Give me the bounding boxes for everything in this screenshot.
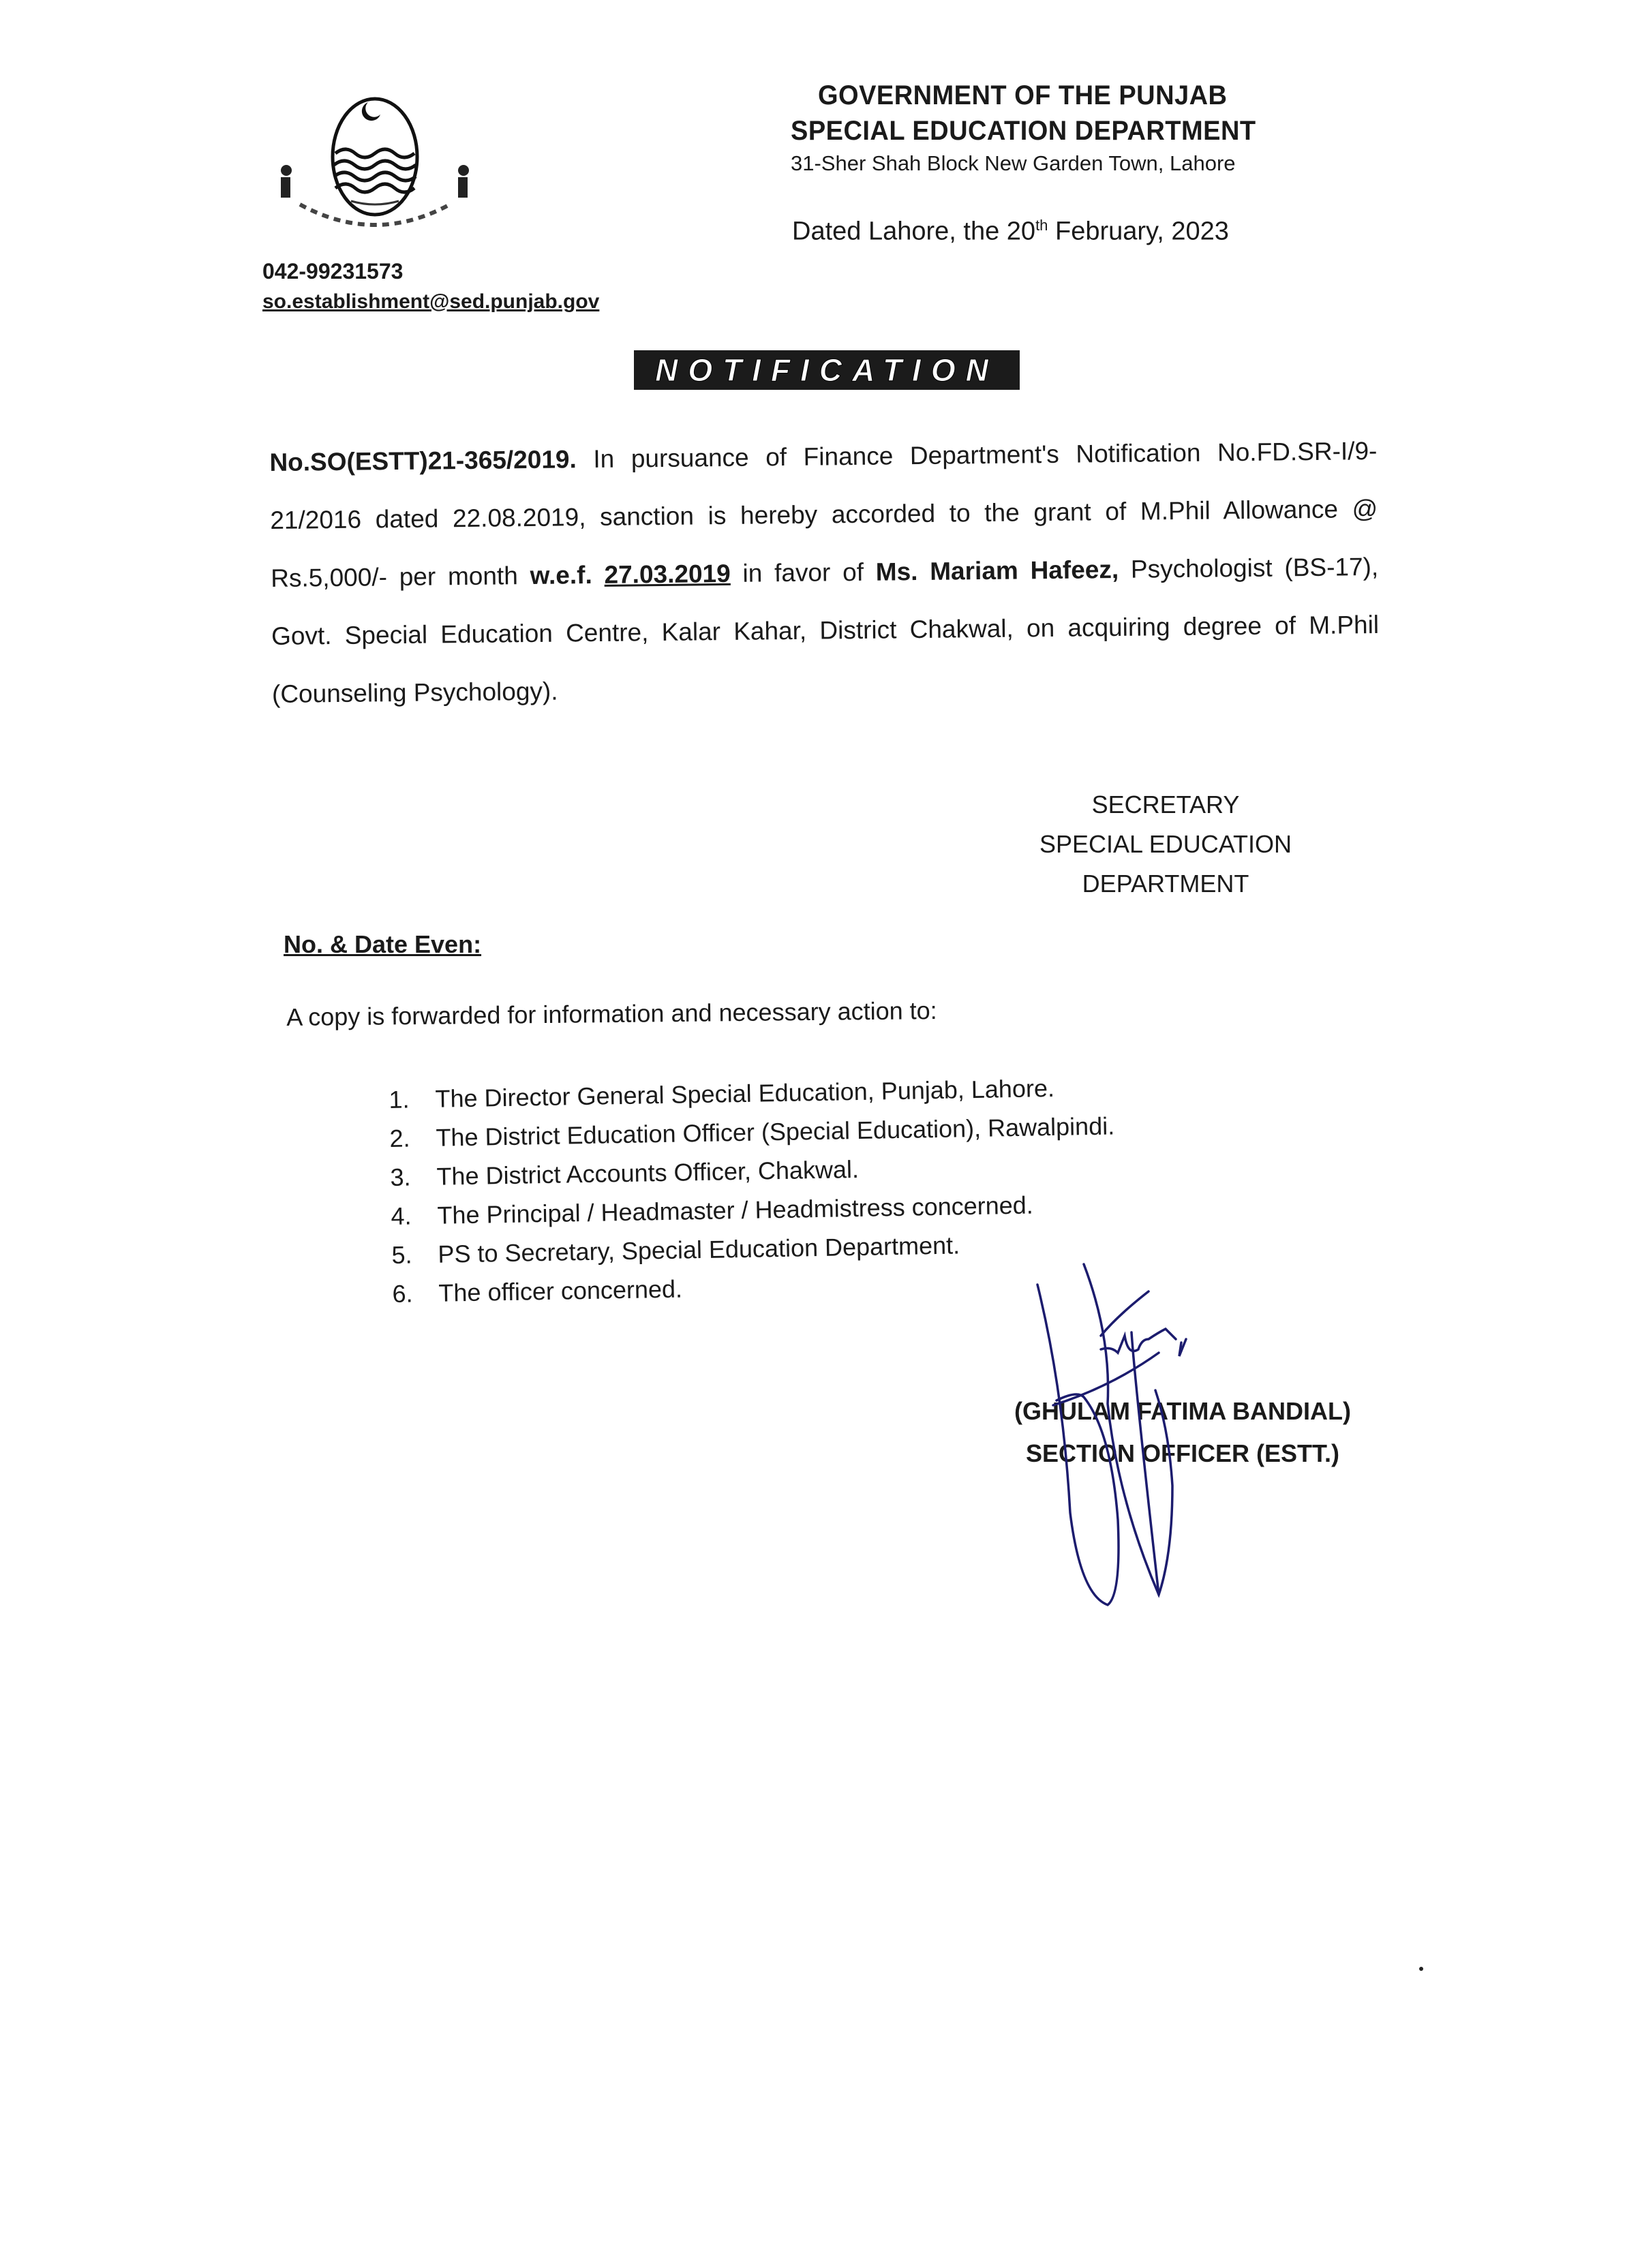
- signatory-designation: SECTION OFFICER (ESTT.): [1025, 1439, 1339, 1467]
- secretary-line-1: SECRETARY: [1091, 791, 1240, 818]
- date-suffix: February, 2023: [1048, 217, 1229, 246]
- item-text: The Principal / Headmaster / Headmistress concerned.: [437, 1191, 1034, 1229]
- item-text: The Director General Special Education, Punjab, Lahore.: [435, 1073, 1055, 1113]
- copy-heading: No. & Date Even:: [284, 930, 482, 958]
- secretary-line-2: SPECIAL EDUCATION: [1039, 830, 1292, 858]
- handwritten-signature: [954, 1227, 1431, 1608]
- reference-number: No.SO(ESTT)21-365/2019.: [269, 445, 577, 476]
- secretary-block: [1022, 785, 1309, 904]
- item-number: 4.: [391, 1201, 412, 1230]
- wef-date: 27.03.2019: [604, 559, 731, 589]
- secretary-line-3: DEPARTMENT: [1082, 870, 1249, 898]
- punjab-emblem-logo: [273, 89, 477, 245]
- notification-body: [269, 422, 1380, 723]
- item-text: The District Education Officer (Special Education), Rawalpindi.: [436, 1112, 1115, 1152]
- phone-number: 042-99231573: [262, 259, 404, 284]
- wef-label: w.e.f.: [530, 561, 592, 590]
- date-sup: th: [1035, 217, 1048, 234]
- date-prefix: Dated Lahore, the 20: [792, 217, 1036, 246]
- item-number: 5.: [391, 1240, 412, 1269]
- item-text: PS to Secretary, Special Education Department.: [438, 1231, 960, 1268]
- employee-name: Ms. Mariam Hafeez,: [875, 555, 1119, 586]
- government-title: GOVERNMENT OF THE PUNJAB: [818, 80, 1228, 110]
- item-text: The District Accounts Officer, Chakwal.: [436, 1154, 860, 1191]
- item-number: 6.: [392, 1279, 413, 1308]
- item-number: 3.: [390, 1163, 411, 1191]
- body-text-2: in favor of: [730, 557, 876, 587]
- signatory-name: (GHULAM FATIMA BANDIAL): [1014, 1397, 1351, 1425]
- item-text: The officer concerned.: [438, 1274, 683, 1307]
- email-address: so.establishment@sed.punjab.gov: [262, 290, 600, 313]
- document-date: [792, 217, 1229, 247]
- body-text-1: In pursuance of Finance Department's Notification No.FD.SR-I/9-21/2016 dated 22.08.2019, sanction is hereby accorded to the grant of M.Phil Allowance @ Rs.5,000/- per month: [270, 436, 1378, 592]
- speck: [1419, 1967, 1423, 1971]
- department-title: SPECIAL EDUCATION DEPARTMENT: [791, 116, 1256, 146]
- item-number: 2.: [389, 1124, 410, 1152]
- department-address: 31-Sher Shah Block New Garden Town, Lahore: [791, 151, 1236, 175]
- copy-intro: A copy is forwarded for information and necessary action to:: [286, 996, 937, 1031]
- notification-heading: NOTIFICATION: [634, 350, 1020, 390]
- body-text-3: Psychologist (BS-17), Govt. Special Education Centre, Kalar Kahar, District Chakwal, on acquiring degree of M.Phil (Counseling Psychology).: [271, 552, 1380, 708]
- item-number: 1.: [389, 1085, 410, 1114]
